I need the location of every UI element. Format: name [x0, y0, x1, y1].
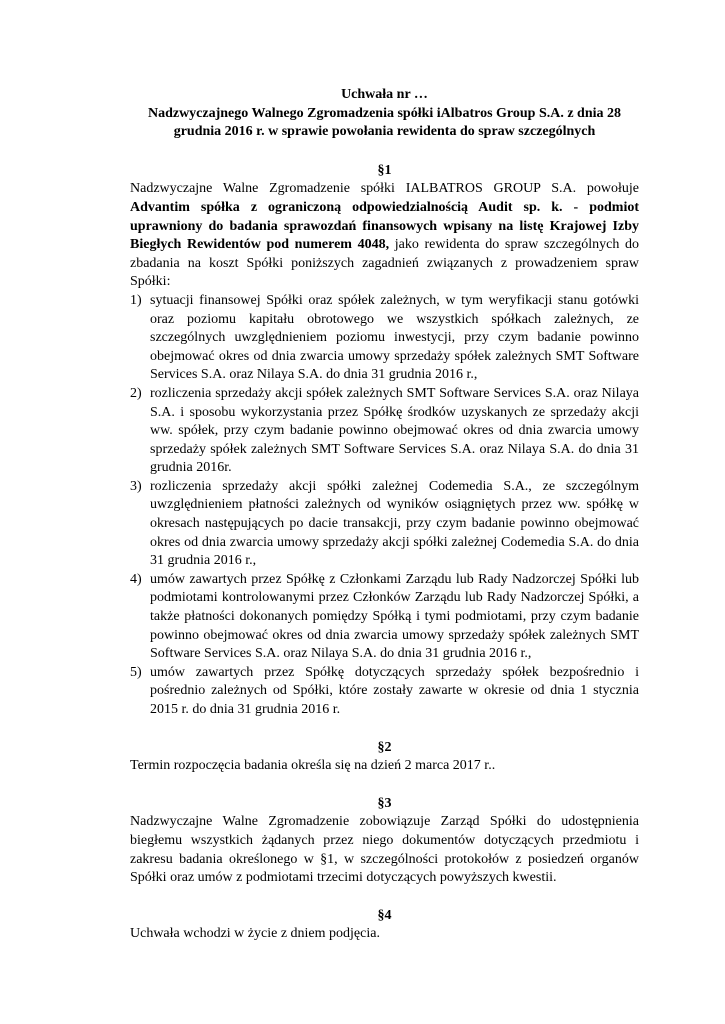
- section-1-list: [130, 292, 639, 720]
- list-item-text: sytuacji finansowej Spółki oraz spółek zależnych, w tym weryfikacji stanu gotówki oraz poziomu kapitału obrotowego we wszystkich spółkach zależnych, ze szczególnych uwzględnieniem poziomu inwestycji, przy czym badanie powinno obejmować okres od dnia zwarcia umowy sprzedaży spółek zależnych SMT Software Services S.A. oraz Nilaya S.A. do dnia 31 grudnia 2016 r.,: [150, 292, 639, 383]
- section-1-intro-end: jako rewidenta do spraw szczególnych do zbadania na koszt Spółki poniższych zagadnień związanych z prowadzeniem spraw Spółki:: [130, 237, 640, 290]
- section-4-text: Uchwała wchodzi w życie z dniem podjęcia.: [130, 926, 380, 942]
- section-1-intro: [130, 180, 639, 292]
- list-item: [130, 292, 639, 385]
- list-item-number: 5): [130, 664, 142, 680]
- section-4-mark: §4: [377, 907, 392, 923]
- list-item-text: umów zawartych przez Spółkę dotyczących sprzedaży spółek bezpośrednio i pośrednio zależnych od Spółki, które zostały zawarte w okresie od dnia 1 stycznia 2015 r. do dnia 31 grudnia 2016 r.: [150, 664, 639, 717]
- section-2-text: Termin rozpoczęcia badania określa się na dzień 2 marca 2017 r..: [130, 758, 496, 774]
- list-item-number: 1): [130, 292, 142, 308]
- section-1-mark: §1: [377, 162, 392, 178]
- list-item-number: 2): [130, 385, 142, 401]
- resolution-number: Uchwała nr …: [341, 87, 428, 102]
- auditor-name: Advantim spółka z ograniczoną odpowiedzialnością Audit sp. k. - podmiot uprawniony do badania sprawozdań finansowych wpisany na listę Krajowej Izby Biegłych Rewidentów pod numerem 4048,: [130, 199, 639, 253]
- section-2-mark: §2: [377, 739, 392, 755]
- resolution-title: Nadzwyczajnego Walnego Zgromadzenia spółki iAlbatros Group S.A. z dnia 28 grudnia 2016 r. w sprawie powołania rewidenta do spraw szczególnych: [147, 105, 622, 140]
- document-page: [130, 86, 639, 944]
- list-item: [130, 664, 639, 720]
- list-item: [130, 571, 639, 664]
- section-3-text: Nadzwyczajne Walne Zgromadzenie zobowiązuje Zarząd Spółki do udostępnienia biegłemu wszystkich żądanych przez niego dokumentów dotyczących przedmiotu i zakresu badania określonego w §1, w szczególności protokołów z posiedzeń organów Spółki oraz umów z podmiotami trzecimi dotyczących powyższych kwestii.: [130, 814, 639, 886]
- section-1-intro-start: Nadzwyczajne Walne Zgromadzenie spółki IALBATROS GROUP S.A. powołuje: [130, 181, 639, 197]
- section-3-mark: §3: [377, 795, 392, 811]
- list-item-number: 4): [130, 571, 142, 587]
- list-item: [130, 385, 639, 478]
- list-item-text: umów zawartych przez Spółkę z Członkami Zarządu lub Rady Nadzorczej Spółki lub podmiotami kontrolowanymi przez Członków Zarządu lub Rady Nadzorczej Spółki, a także płatności dokonanych pomiędzy Spółką i tymi podmiotami, przy czym badanie powinno obejmować okres od dnia zwarcia umowy sprzedaży spółek zależnych SMT Software Services S.A. oraz Nilaya S.A. do dnia 31 grudnia 2016 r.,: [150, 571, 639, 662]
- list-item-text: rozliczenia sprzedaży akcji spółek zależnych SMT Software Services S.A. oraz Nilaya S.A. i sposobu wykorzystania przez Spółkę środków uzyskanych ze sprzedaży akcji ww. spółek, przy czym badanie powinno obejmować okres od dnia zwarcia umowy sprzedaży spółek zależnych SMT Software Services S.A. oraz Nilaya S.A. do dnia 31 grudnia 2016r.: [150, 385, 639, 476]
- list-item: [130, 478, 639, 571]
- list-item-number: 3): [130, 478, 142, 494]
- list-item-text: rozliczenia sprzedaży akcji spółki zależnej Codemedia S.A., ze szczególnym uwzględnieniem płatności zależnych od wyników osiągniętych przez ww. spółkę w okresach następujących po dacie transakcji, przy czym badanie powinno obejmować okres od dnia zwarcia umowy sprzedaży akcji spółki zależnej Codemedia S.A. do dnia 31 grudnia 2016 r.,: [150, 478, 639, 569]
